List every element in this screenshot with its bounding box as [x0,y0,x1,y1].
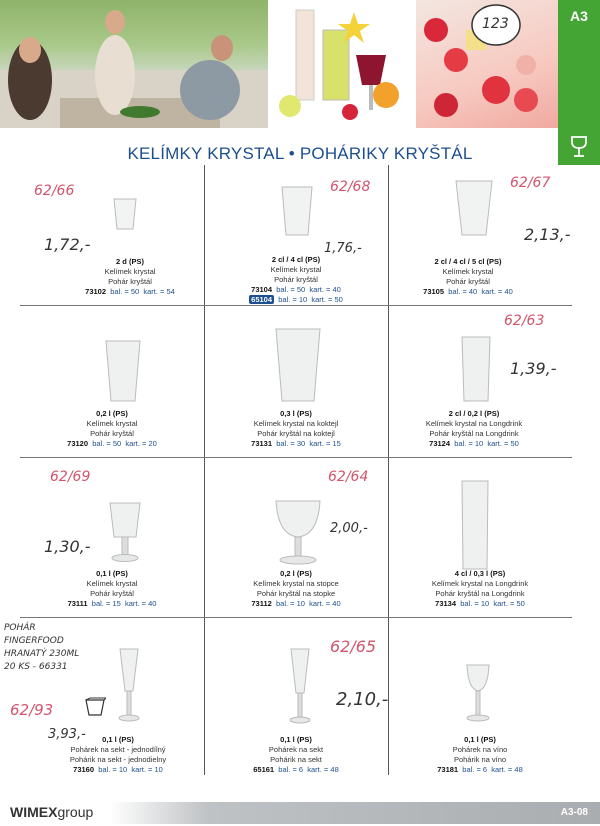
handwritten-price: 3,93,- [48,727,86,742]
product-kart: kart. = 50 [487,439,519,448]
product-caption [204,569,388,609]
product-code-line [204,285,388,295]
product-volume: 0,1 l (PS) [96,569,128,578]
wine-glass-icon [569,136,589,158]
product-name-sk: Pohárik na sekt - jednodielny [69,755,167,764]
product-code-line [20,599,204,609]
product-bal: bal. = 40 [448,287,478,296]
product-kart: kart. = 40 [309,285,341,294]
product-name-cz: Kelímek krystal [86,419,138,428]
product-card [20,305,204,457]
cup-2cl-image [112,197,138,231]
cup-longdrink-03l-image [460,479,490,571]
product-code: 73124 [429,439,451,448]
handwritten-code: 62/67 [510,175,551,191]
handwritten-price: 1,76,- [324,241,362,256]
handwritten-price: 2,13,- [524,225,571,244]
product-code-line [204,599,388,609]
product-code: 73104 [251,285,273,294]
handwritten-code: 62/68 [330,179,371,195]
brand-suffix: group [57,804,94,820]
page-title: KELÍMKY KRYSTAL • POHÁRIKY KRYŠTÁL [127,144,473,163]
product-bal: bal. = 6 [462,765,488,774]
cup-longdrink-02l-image [460,335,492,403]
product-grid [10,165,572,775]
product-caption [20,409,204,449]
product-card [204,305,388,457]
product-card [204,617,388,775]
product-code-line [376,287,560,297]
product-kart: kart. = 50 [493,599,525,608]
product-code-2: 65104 [251,295,273,304]
product-volume: 0,2 l (PS) [280,569,312,578]
product-card [20,457,204,617]
product-code-line [204,765,388,775]
handwritten-code: 62/64 [328,469,369,485]
note-line: HRANATÝ 230ML [4,649,80,659]
handwritten-price: 1,72,- [44,235,91,254]
product-volume: 2 cl / 4 cl / 5 cl (PS) [434,257,502,266]
sticker-number: 123 [482,16,509,32]
product-card [20,165,204,305]
people-photo-illustration [0,0,268,128]
product-caption [204,409,388,449]
product-volume: 0,2 l (PS) [96,409,128,418]
product-code: 73160 [73,765,95,774]
product-name-cz: Kelímek krystal [270,265,322,274]
product-card [204,165,388,305]
product-name-cz: Kelímek krystal na koktejl [253,419,339,428]
product-name-cz: Kelímek krystal [104,267,156,276]
footer-band [110,802,600,824]
product-volume: 2 cl / 0,2 l (PS) [448,409,500,418]
handwritten-code: 62/93 [10,701,54,719]
product-bal: bal. = 10 [98,765,128,774]
brand-logo [10,804,93,820]
product-caption [376,257,560,297]
handwritten-price: 2,00,- [330,521,368,536]
product-volume: 0,1 l (PS) [464,735,496,744]
drinks-photo [268,0,416,128]
product-name-cz: Kelímek krystal na Longdrink [425,419,523,428]
brand-name: WIMEX [10,804,58,820]
sekt-glass-image [116,647,142,723]
handwritten-code: 62/63 [504,313,545,329]
product-code: 73112 [251,599,272,608]
product-volume: 0,1 l (PS) [102,735,134,744]
product-name-sk: Pohár kryštál na Longdrink [429,429,519,438]
section-tab [558,0,600,165]
footer [0,800,600,826]
product-kart: kart. = 10 [131,765,163,774]
product-code-line [382,439,566,449]
product-name-cz: Kelímek krystal [442,267,494,276]
product-name-sk: Pohár kryštál [274,275,318,284]
product-kart: kart. = 40 [124,599,157,608]
product-name-cz: Pohárek na sekt [268,745,324,754]
stem-glass-02l-image [274,499,322,567]
cup-5cl-image [454,179,494,237]
product-name-sk: Pohár kryštál [446,277,490,286]
handwritten-price: 1,39,- [510,359,557,378]
cup-02l-image [104,339,142,403]
product-bal-2: bal. = 10 [278,295,308,304]
product-bal: bal. = 10 [460,599,490,608]
product-name-cz: Kelímek krystal [86,579,138,588]
product-name-sk: Pohárik na víno [453,755,507,764]
product-code-line [38,287,222,297]
product-caption [204,255,388,305]
product-volume: 0,3 l (PS) [280,409,312,418]
people-photo [0,0,268,128]
cup-4cl-image [280,185,314,237]
product-code: 65161 [253,765,275,774]
product-volume: 0,1 l (PS) [280,735,312,744]
product-name-cz: Pohárek na sekt - jednodílný [70,745,166,754]
section-code: A3 [570,8,588,24]
product-bal: bal. = 10 [454,439,484,448]
product-volume: 4 cl / 0,3 l (PS) [454,569,506,578]
product-bal: bal. = 50 [110,287,140,296]
product-name-sk: Pohár kryštál [108,277,152,286]
product-caption [26,735,210,775]
handwritten-code: 62/66 [34,183,75,199]
product-caption [388,735,572,775]
product-bal: bal. = 30 [276,439,306,448]
handwritten-price: 1,30,- [44,537,91,556]
sekt-glass-image [288,647,312,725]
product-code: 73111 [67,599,88,608]
page-number: A3-08 [560,807,588,818]
product-code: 73120 [67,439,89,448]
product-caption [388,569,572,609]
handwritten-code: 62/69 [50,469,91,485]
product-name-sk: Pohárik na sekt [270,755,322,764]
note-line: 20 KS - 66331 [4,662,68,672]
fruit-photo [416,0,558,128]
product-name-sk: Pohár kryštál na koktejl [257,429,335,438]
product-code-line [388,765,572,775]
product-code: 73102 [85,287,107,296]
note-line: FINGERFOOD [4,636,64,646]
product-bal: bal. = 50 [92,439,122,448]
product-volume: 2 cl / 4 cl (PS) [271,255,321,264]
product-volume: 2 d (PS) [116,257,144,266]
stem-glass-01l-image [108,501,142,563]
product-code-line [26,765,210,775]
product-code-line-2 [204,295,388,305]
product-bal: bal. = 10 [275,599,305,608]
product-card [204,457,388,617]
handwritten-code: 62/65 [330,637,377,656]
fingerfood-cup-sketch-icon [84,697,106,717]
product-code-line [20,439,204,449]
product-name-cz: Pohárek na víno [452,745,508,754]
product-kart: kart. = 40 [481,287,513,296]
handwritten-note [4,622,114,674]
product-name-cz: Kelímek krystal na Longdrink [431,579,529,588]
product-caption [382,409,566,449]
product-name-cz: Kelímek krystal na stopce [253,579,339,588]
product-kart: kart. = 20 [125,439,157,448]
product-code-line [388,599,572,609]
product-bal: bal. = 50 [276,285,306,294]
handwritten-price: 2,10,- [336,689,389,710]
product-bal: bal. = 6 [278,765,304,774]
product-name-sk: Pohár kryštál [90,589,134,598]
product-card [388,617,572,775]
product-name-sk: Pohár kryštál na stopke [256,589,336,598]
product-code: 73181 [437,765,459,774]
cup-03l-image [274,327,322,403]
product-kart: kart. = 54 [143,287,175,296]
product-kart-2: kart. = 50 [311,295,343,304]
product-caption [38,257,222,297]
product-code: 73134 [435,599,457,608]
product-card [388,305,572,457]
product-name-sk: Pohár kryštál na Longdrink [435,589,525,598]
wine-glass-image [464,663,492,725]
product-kart: kart. = 48 [491,765,523,774]
product-code-line [204,439,388,449]
drinks-photo-illustration [268,0,416,128]
product-kart: kart. = 40 [309,599,341,608]
product-bal: bal. = 15 [91,599,121,608]
product-card [388,165,572,305]
product-code: 73105 [423,287,445,296]
product-caption [20,569,204,609]
product-name-sk: Pohár kryštál [90,429,134,438]
product-caption [204,735,388,775]
note-line: POHÁR [4,623,36,633]
product-kart: kart. = 48 [307,765,339,774]
product-code: 73131 [251,439,273,448]
product-card [388,457,572,617]
product-kart: kart. = 15 [309,439,341,448]
